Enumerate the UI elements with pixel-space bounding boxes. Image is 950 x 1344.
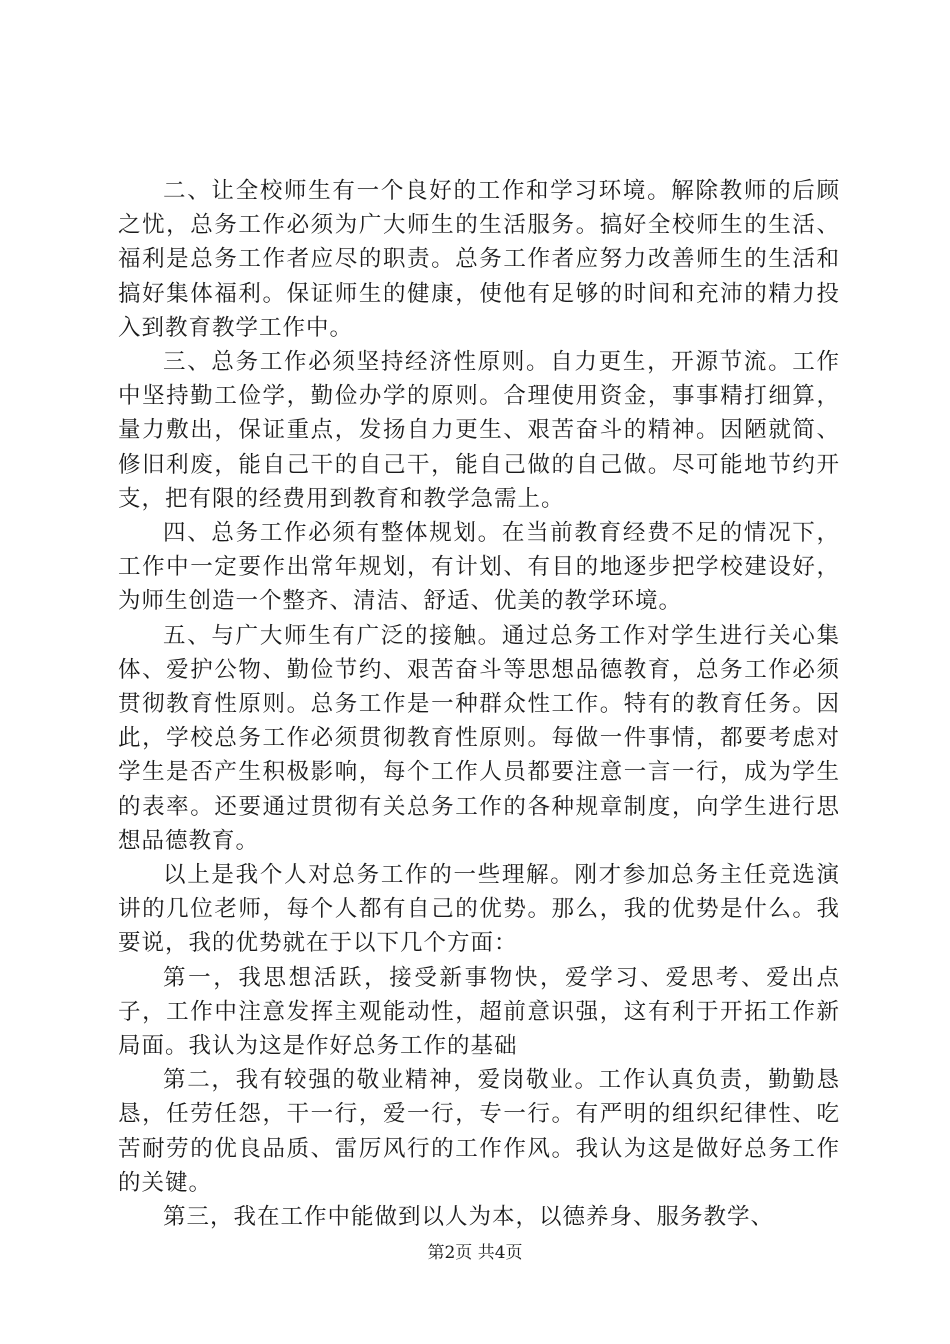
page-number: 第2页 共4页 [427,1243,523,1263]
paragraph-second-advantage: 第二，我有较强的敬业精神，爱岗敬业。工作认真负责，勤勤恳恳，任劳任怨，干一行，爱一行，专一行。有严明的组织纪律性、吃苦耐劳的优良品质、雷厉风行的工作作风。我认为这是做好总务工作的关键。 [118,1067,840,1196]
paragraph-5: 五、与广大师生有广泛的接触。通过总务工作对学生进行关心集体、爱护公物、勤俭节约、艰苦奋斗等思想品德教育，总务工作必须贯彻教育性原则。总务工作是一种群众性工作。特有的教育任务。因此，学校总务工作必须贯彻教育性原则。每做一件事情，都要考虑对学生是否产生积极影响，每个工作人员都要注意一言一行，成为学生的表率。还要通过贯彻有关总务工作的各种规章制度，向学生进行思想品德教育。 [118,622,840,854]
page-footer [0,1238,950,1263]
paragraph-4: 四、总务工作必须有整体规划。在当前教育经费不足的情况下，工作中一定要作出常年规划，有计划、有目的地逐步把学校建设好，为师生创造一个整齐、清洁、舒适、优美的教学环境。 [118,520,840,615]
paragraph-third-advantage: 第三，我在工作中能做到以人为本，以德养身、服务教学、 [163,1204,775,1231]
paragraph-2: 二、让全校师生有一个良好的工作和学习环境。解除教师的后顾之忧，总务工作必须为广大师生的生活服务。搞好全校师生的生活、福利是总务工作者应尽的职责。总务工作者应努力改善师生的生活和搞好集体福利。保证师生的健康，使他有足够的时间和充沛的精力投入到教育教学工作中。 [118,178,840,341]
document-body [118,174,840,1234]
paragraph-3: 三、总务工作必须坚持经济性原则。自力更生，开源节流。工作中坚持勤工俭学，勤俭办学的原则。合理使用资金，事事精打细算，量力敷出，保证重点，发扬自力更生、艰苦奋斗的精神。因陋就简、修旧利废，能自己干的自己干，能自己做的自己做。尽可能地节约开支，把有限的经费用到教育和教学急需上。 [118,349,840,512]
paragraph-summary: 以上是我个人对总务工作的一些理解。刚才参加总务主任竞选演讲的几位老师，每个人都有自己的优势。那么，我的优势是什么。我要说，我的优势就在于以下几个方面： [118,862,840,957]
paragraph-first-advantage: 第一，我思想活跃，接受新事物快，爱学习、爱思考、爱出点子，工作中注意发挥主观能动性，超前意识强，这有利于开拓工作新局面。我认为这是作好总务工作的基础 [118,964,840,1060]
